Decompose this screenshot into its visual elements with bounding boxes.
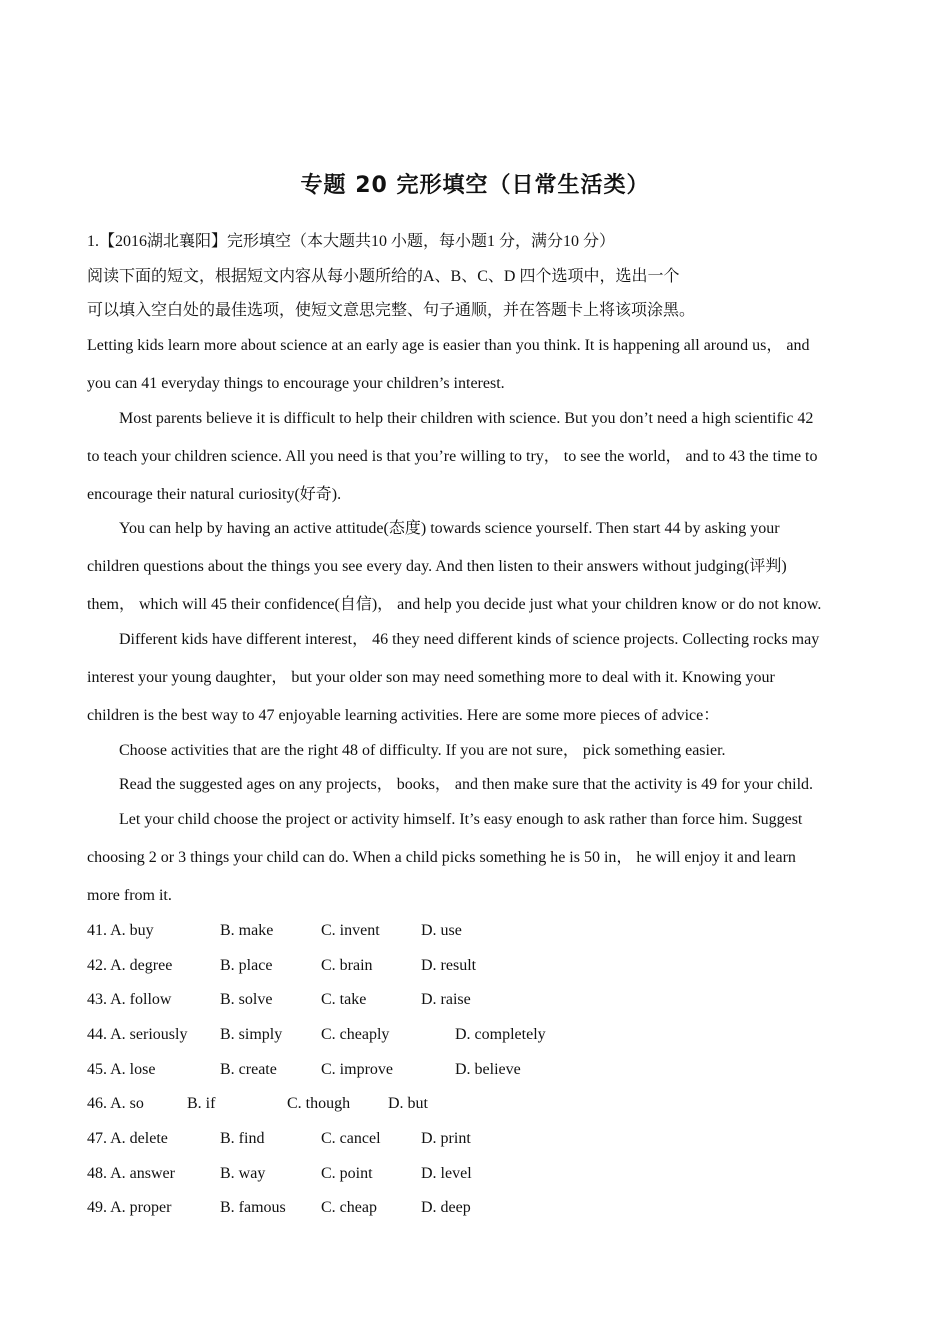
option-a: 48. A. answer	[87, 1165, 175, 1182]
passage-line: choosing 2 or 3 things your child can do. When a child picks something he is 50 in， he will enjoy it and learn	[87, 849, 796, 866]
passage-line: interest your young daughter， but your older son may need something more to deal with it. Knowing your	[87, 669, 775, 686]
option-a: 41. A. buy	[87, 922, 154, 939]
option-b: B. way	[220, 1165, 266, 1182]
option-a: 43. A. follow	[87, 991, 172, 1008]
option-c: C. take	[321, 991, 367, 1008]
option-b: B. if	[187, 1095, 216, 1112]
option-d: D. use	[421, 922, 462, 939]
page-title: 专题 20 完形填空（日常生活类）	[300, 173, 650, 198]
option-a: 44. A. seriously	[87, 1026, 188, 1043]
option-c: C. cancel	[321, 1130, 381, 1147]
option-a: 45. A. lose	[87, 1061, 156, 1078]
option-d: D. but	[388, 1095, 428, 1112]
option-c: C. though	[287, 1095, 351, 1112]
instruction-line: 阅读下面的短文，根据短文内容从每小题所给的A、B、C、D 四个选项中，选出一个	[87, 268, 680, 285]
passage-line: encourage their natural curiosity(好奇).	[87, 486, 342, 503]
passage-line: children questions about the things you see every day. And then listen to their answers without judging(评判)	[87, 558, 787, 575]
option-b: B. simply	[220, 1026, 283, 1043]
passage-line: them， which will 45 their confidence(自信)， and help you decide just what your children know or do not know.	[87, 596, 822, 613]
passage-line: Different kids have different interest， 46 they need different kinds of science projects. Collecting rocks may	[119, 631, 820, 648]
option-d: D. believe	[455, 1061, 521, 1078]
passage-line: Let your child choose the project or activity himself. It’s easy enough to ask rather than force him. Suggest	[119, 811, 803, 828]
passage-line: Letting kids learn more about science at an early age is easier than you think. It is happening all around us， and	[87, 337, 810, 354]
passage-line: children is the best way to 47 enjoyable learning activities. Here are some more pieces of advice：	[87, 707, 720, 724]
option-c: C. cheap	[321, 1199, 377, 1216]
option-c: C. brain	[321, 957, 373, 974]
passage-line: You can help by having an active attitude(态度) towards science yourself. Then start 44 by asking your	[119, 520, 780, 537]
passage-line: to teach your children science. All you need is that you’re willing to try， to see the world， and to 43 the time to	[87, 448, 818, 465]
passage-line: Choose activities that are the right 48 of difficulty. If you are not sure， pick something easier.	[119, 742, 726, 759]
option-a: 42. A. degree	[87, 957, 173, 974]
option-c: C. improve	[321, 1061, 393, 1078]
option-b: B. place	[220, 957, 273, 974]
option-b: B. create	[220, 1061, 277, 1078]
option-b: B. find	[220, 1130, 265, 1147]
option-a: 49. A. proper	[87, 1199, 172, 1216]
passage-line: Most parents believe it is difficult to help their children with science. But you don’t need a high scientific 42	[119, 410, 814, 427]
option-d: D. result	[421, 957, 477, 974]
option-c: C. cheaply	[321, 1026, 390, 1043]
option-d: D. raise	[421, 991, 471, 1008]
instruction-line: 可以填入空白处的最佳选项，使短文意思完整、句子通顺，并在答题卡上将该项涂黑。	[87, 302, 696, 319]
option-a: 46. A. so	[87, 1095, 144, 1112]
option-d: D. completely	[455, 1026, 546, 1043]
passage-line: more from it.	[87, 887, 172, 904]
option-c: C. point	[321, 1165, 373, 1182]
option-c: C. invent	[321, 922, 380, 939]
option-d: D. deep	[421, 1199, 471, 1216]
option-b: B. famous	[220, 1199, 286, 1216]
option-b: B. solve	[220, 991, 273, 1008]
question-header: 1.【2016湖北襄阳】完形填空（本大题共10 小题，每小题1 分，满分10 分）	[87, 233, 616, 250]
option-b: B. make	[220, 922, 274, 939]
passage-line: Read the suggested ages on any projects， books， and then make sure that the activity is 49 for your child.	[119, 776, 814, 793]
option-a: 47. A. delete	[87, 1130, 168, 1147]
option-d: D. level	[421, 1165, 472, 1182]
option-d: D. print	[421, 1130, 471, 1147]
passage-line: you can 41 everyday things to encourage your children’s interest.	[87, 375, 505, 392]
